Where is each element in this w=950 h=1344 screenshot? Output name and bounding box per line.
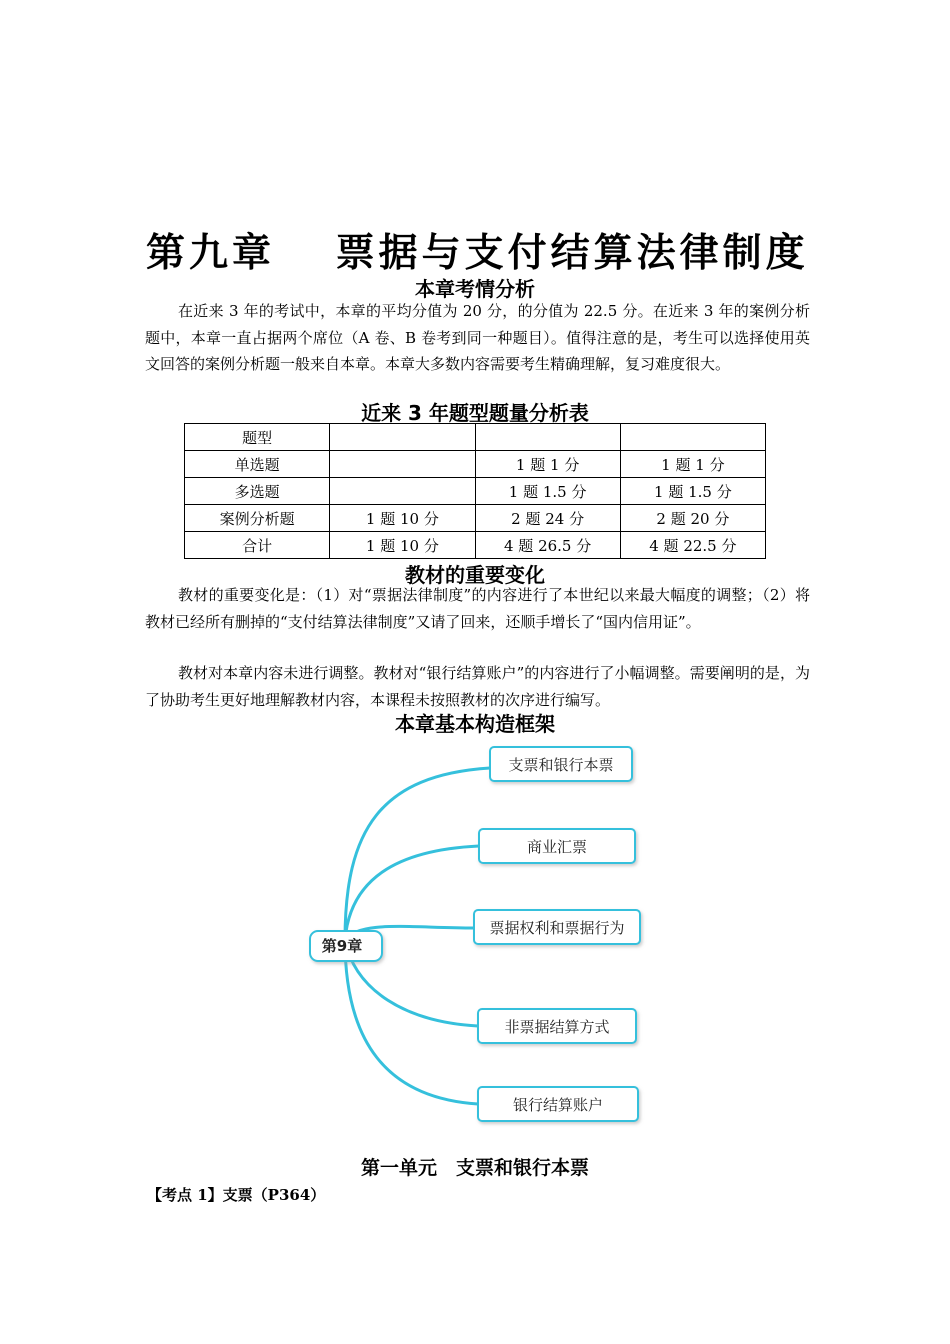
node-label: 银行结算账户 [512, 1096, 604, 1114]
table-cell: 4 题 26.5 分 [475, 532, 620, 559]
mindmap-node [490, 747, 632, 781]
framework-heading: 本章基本构造框架 [395, 712, 555, 736]
table-cell: 1 题 1.5 分 [620, 478, 765, 505]
table-cell: 合计 [185, 532, 330, 559]
connector-line [345, 940, 478, 1104]
table-cell: 2 题 24 分 [475, 505, 620, 532]
changes-heading: 教材的重要变化 [405, 563, 545, 587]
connector-line [345, 768, 490, 940]
unit-heading: 第一单元 支票和银行本票 [360, 1157, 589, 1179]
node-label: 非票据结算方式 [504, 1018, 610, 1036]
chapter-title: 第九章 票据与支付结算法律制度 [146, 230, 809, 276]
analysis-heading: 本章考情分析 [415, 277, 535, 301]
mindmap-root-node [310, 931, 382, 961]
table-cell: 多选题 [185, 478, 330, 505]
table-cell: 1 题 1 分 [475, 451, 620, 478]
root-label: 第9章 [321, 937, 363, 955]
changes-paragraph-2: 教材对本章内容未进行调整。教材对“银行结算账户”的内容进行了小幅调整。需要阐明的是，为了协助考生更好地理解教材内容，本课程未按照教材的次序进行编写。 [145, 664, 810, 709]
table-cell: 1 题 1.5 分 [475, 478, 620, 505]
table-cell: 题型 [185, 424, 330, 451]
mindmap-node [478, 1009, 636, 1043]
table-cell: 1 题 10 分 [330, 505, 475, 532]
node-label: 支票和银行本票 [508, 756, 614, 774]
table-cell: 4 题 22.5 分 [620, 532, 765, 559]
changes-paragraph-1: 教材的重要变化是：（1）对“票据法律制度”的内容进行了本世纪以来最大幅度的调整；（2）将教材已经所有删掉的“支付结算法律制度”又请了回来，还顺手增长了“国内信用证”。 [145, 586, 810, 631]
table-cell: 2 题 20 分 [620, 505, 765, 532]
node-label: 商业汇票 [526, 838, 588, 856]
mindmap-node [474, 910, 640, 944]
node-label: 票据权利和票据行为 [489, 919, 625, 937]
analysis-paragraph: 在近来 3 年的考试中，本章的平均分值为 20 分，的分值为 22.5 分。在近来 3 年的案例分析题中，本章一直占据两个席位（A 卷、B 卷考到同一种题目）。值得注意的是，考生可以选择使用英文回答的案例分析题一般来自本章。本章大多数内容需要考生精确理解，复习难度很大。 [145, 302, 810, 373]
mindmap-node [478, 1087, 638, 1121]
table-title: 近来 3 年题型题量分析表 [361, 401, 589, 425]
table-cell: 案例分析题 [185, 505, 330, 532]
mindmap-node [479, 829, 635, 863]
exam-point-heading: 【考点 1】支票（P364） [147, 1186, 326, 1204]
table-cell: 1 题 10 分 [330, 532, 475, 559]
table-cell: 1 题 1 分 [620, 451, 765, 478]
table-cell: 单选题 [185, 451, 330, 478]
